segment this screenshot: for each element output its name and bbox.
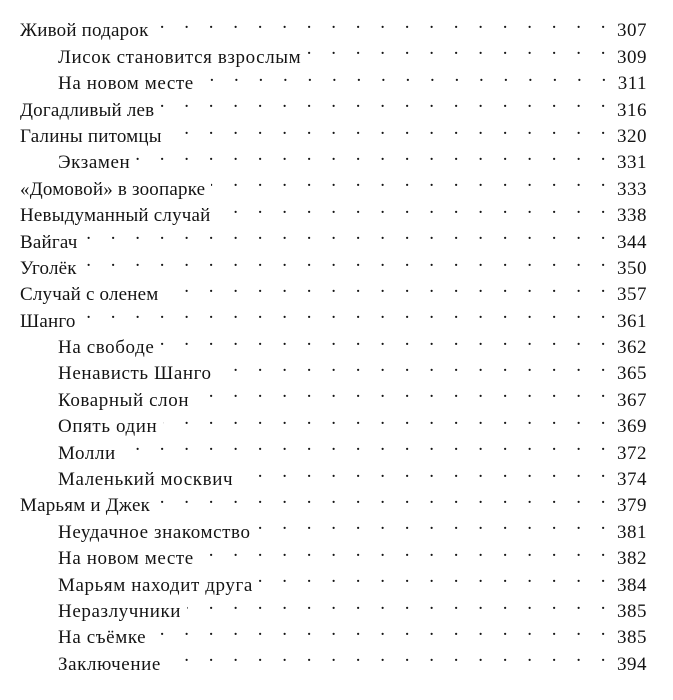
toc-entry-title: Случай с оленем: [20, 284, 159, 306]
toc-entry-page-number: 316: [617, 99, 647, 121]
toc-entry-title: Неразлучники: [58, 600, 182, 622]
toc-entry-title: На новом месте: [58, 73, 194, 95]
dot-leader: [160, 327, 613, 353]
toc-entry-title: Молли: [58, 442, 116, 464]
toc-entry-title: Вайгач: [20, 231, 78, 253]
toc-entry-page-number: 361: [617, 310, 647, 332]
toc-entry-title: Заключение: [58, 653, 161, 675]
dot-leader: [218, 353, 613, 379]
dot-leader: [200, 538, 613, 564]
toc-entry-title: Лисок становится взрослым: [58, 46, 302, 68]
toc-entry-page-number: 350: [617, 257, 647, 279]
toc-entry-page-number: 384: [617, 574, 647, 596]
table-of-contents: [20, 10, 647, 675]
dot-leader: [200, 63, 614, 89]
toc-entry-page-number: 320: [617, 125, 647, 147]
dot-leader: [122, 432, 613, 458]
toc-entry-title: Экзамен: [58, 152, 131, 174]
dot-leader: [307, 36, 613, 62]
toc-entry-title: На свободе: [58, 337, 155, 359]
dot-leader: [257, 511, 613, 537]
dot-leader: [160, 89, 613, 115]
toc-entry-title: Марьям и Джек: [20, 495, 151, 517]
toc-entry-page-number: 372: [617, 442, 647, 464]
toc-entry-page-number: 374: [617, 469, 647, 491]
toc-entry-page-number: 344: [617, 231, 647, 253]
dot-leader: [167, 643, 613, 669]
toc-entry[interactable]: [20, 327, 647, 359]
toc-entry-title: Догадливый лев: [20, 99, 155, 121]
toc-entry-page-number: 365: [617, 363, 647, 385]
toc-entry-page-number: 381: [617, 521, 647, 543]
toc-entry-title: На новом месте: [58, 548, 194, 570]
dot-leader: [156, 485, 613, 511]
toc-entry-title: Ненависть Шанго: [58, 363, 212, 385]
dot-leader: [163, 406, 613, 432]
toc-entry-page-number: 311: [617, 73, 647, 95]
toc-entry-title: Неудачное знакомство: [58, 521, 251, 543]
toc-entry-page-number: 333: [617, 178, 647, 200]
toc-entry-title: Марьям находит друга: [58, 574, 253, 596]
toc-entry-title: Шанго: [20, 310, 76, 332]
dot-leader: [187, 591, 613, 617]
dot-leader: [165, 274, 613, 300]
toc-entry-page-number: 338: [617, 205, 647, 227]
toc-entry-page-number: 385: [617, 627, 647, 649]
toc-entry-page-number: 382: [617, 548, 647, 570]
dot-leader: [259, 564, 613, 590]
dot-leader: [217, 195, 613, 221]
dot-leader: [84, 221, 614, 247]
toc-entry-page-number: 385: [617, 600, 647, 622]
dot-leader: [136, 142, 613, 168]
toc-entry-page-number: 362: [617, 337, 647, 359]
toc-entry-title: Маленький москвич: [58, 469, 234, 491]
dot-leader: [82, 300, 613, 326]
toc-entry[interactable]: [20, 248, 647, 279]
toc-entry[interactable]: [20, 274, 647, 306]
toc-entry-page-number: 357: [617, 284, 647, 306]
toc-entry-title: Опять один: [58, 416, 158, 438]
dot-leader: [83, 248, 613, 274]
toc-entry-page-number: 309: [617, 46, 647, 68]
dot-leader: [239, 459, 613, 485]
toc-entry-title: Галины питомцы: [20, 125, 162, 147]
toc-entry-page-number: 331: [617, 152, 647, 174]
toc-entry-title: На съёмке: [58, 627, 147, 649]
toc-entry-title: Невыдуманный случай: [20, 205, 211, 227]
toc-entry[interactable]: [20, 10, 647, 42]
toc-entry-title: Живой подарок: [20, 20, 149, 42]
toc-entry-page-number: 367: [617, 389, 647, 411]
toc-entry-title: «Домовой» в зоопарке: [20, 178, 206, 200]
toc-entry[interactable]: [20, 221, 647, 253]
toc-entry-page-number: 307: [617, 20, 647, 42]
toc-entry[interactable]: [20, 300, 647, 332]
toc-entry-title: Коварный слон: [58, 389, 190, 411]
dot-leader: [152, 617, 613, 643]
toc-entry-page-number: 369: [617, 416, 647, 438]
dot-leader: [195, 379, 613, 405]
dot-leader: [211, 168, 613, 194]
dot-leader: [155, 10, 613, 36]
dot-leader: [168, 116, 613, 142]
toc-entry-page-number: 394: [617, 653, 647, 675]
toc-entry-page-number: 379: [617, 495, 647, 517]
toc-entry-title: Уголёк: [20, 257, 77, 279]
